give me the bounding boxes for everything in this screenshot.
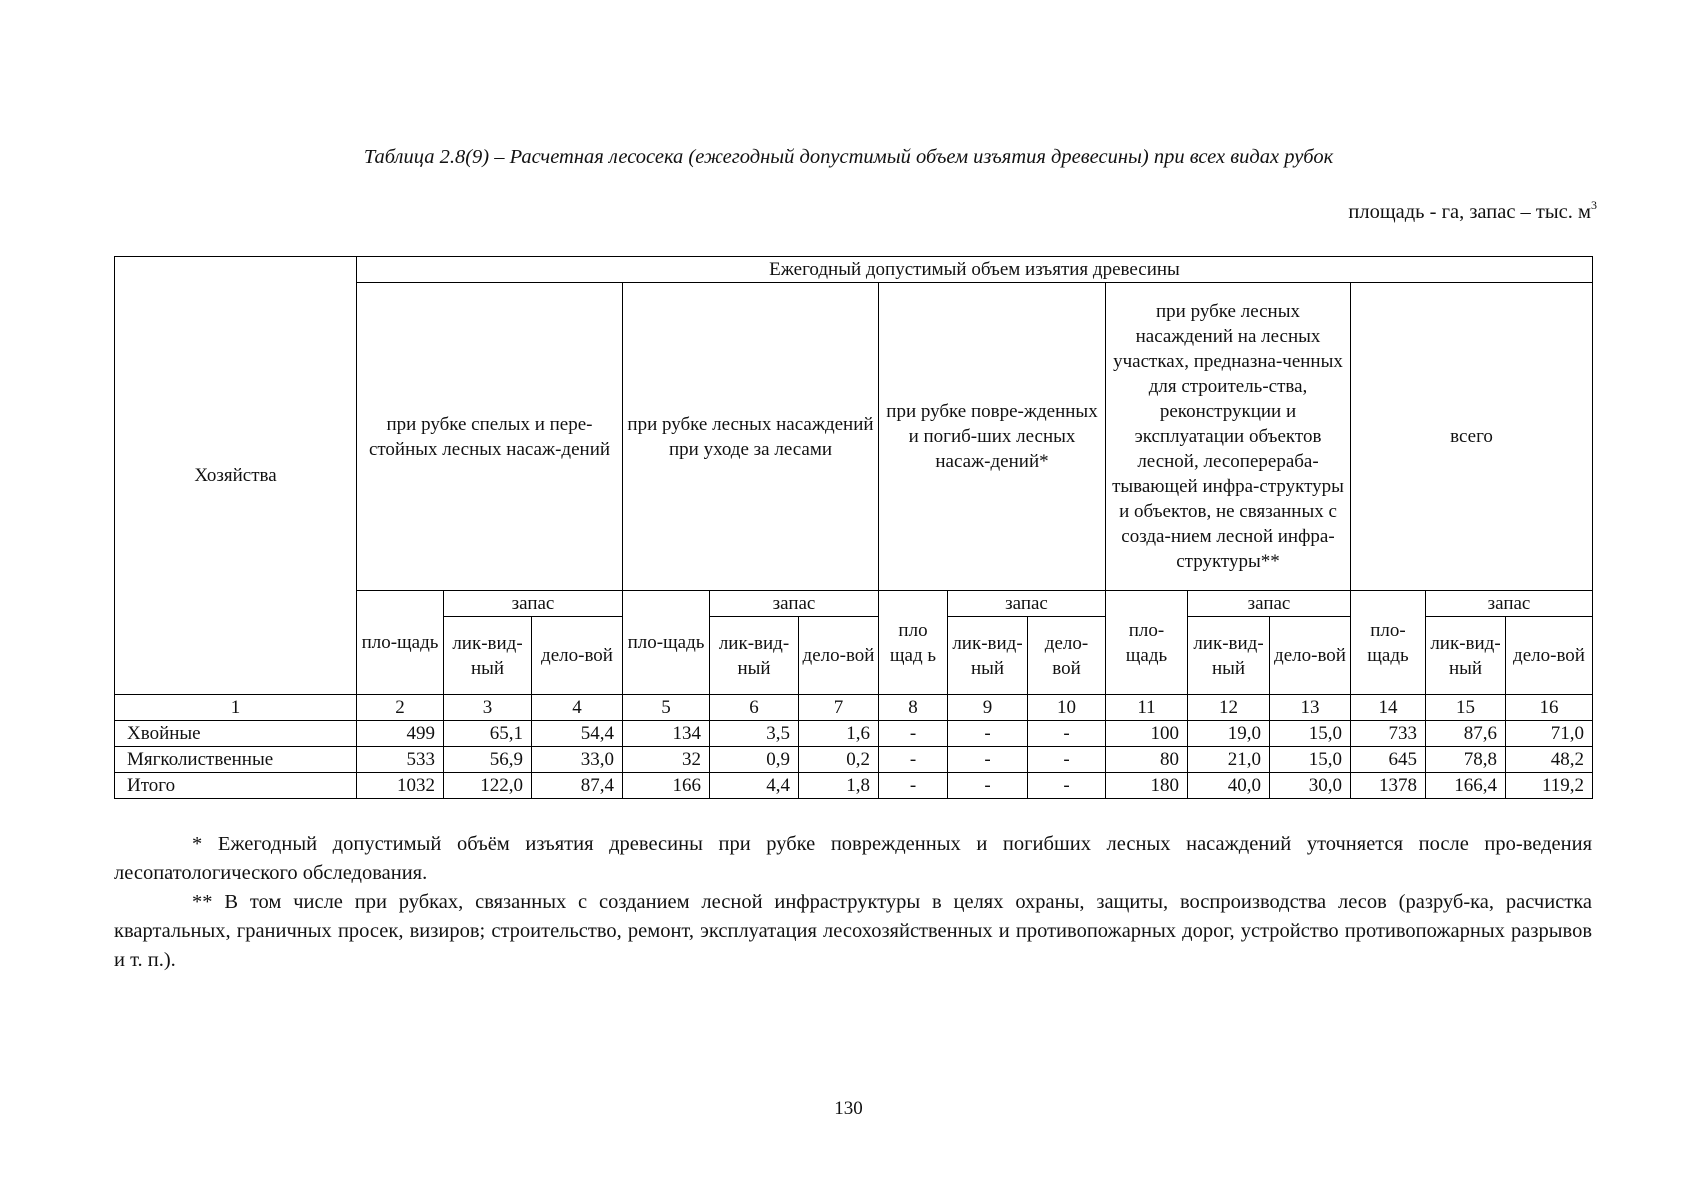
table-cell: 87,4 — [532, 773, 623, 799]
row-name: Итого — [115, 773, 357, 799]
column-number: 14 — [1351, 695, 1426, 721]
column-number: 15 — [1426, 695, 1506, 721]
table-cell: 48,2 — [1506, 747, 1593, 773]
table-cell: 166,4 — [1426, 773, 1506, 799]
table-cell: 3,5 — [710, 721, 799, 747]
table-cell: 166 — [623, 773, 710, 799]
felling-table — [114, 256, 1593, 799]
footnote-damaged: * Ежегодный допустимый объём изъятия древесины при рубке поврежденных и погибших лесных насаждений уточняется после про-ведения лесопатологического обследования. — [114, 833, 1592, 884]
area-header: пло-щадь — [623, 591, 710, 695]
table-cell: 180 — [1106, 773, 1188, 799]
table-cell: - — [879, 773, 948, 799]
table-cell: 122,0 — [444, 773, 532, 799]
table-cell: 645 — [1351, 747, 1426, 773]
table-cell: 32 — [623, 747, 710, 773]
table-cell: 1378 — [1351, 773, 1426, 799]
table-cell: 499 — [357, 721, 444, 747]
business-header: дело-вой — [1506, 617, 1593, 695]
table-cell: - — [948, 747, 1028, 773]
category-damaged: при рубке повре-жденных и погиб-ших лесных насаж-дений* — [879, 283, 1106, 591]
table-cell: 4,4 — [710, 773, 799, 799]
page-number: 130 — [834, 1098, 863, 1119]
units-superscript: 3 — [1591, 198, 1597, 212]
column-number-row — [115, 695, 1593, 721]
table-cell: 533 — [357, 747, 444, 773]
stock-header: запас — [1188, 591, 1351, 617]
column-number: 6 — [710, 695, 799, 721]
table-cell: - — [948, 721, 1028, 747]
footnote-infrastructure: ** В том числе при рубках, связанных с созданием лесной инфраструктуры в целях охраны, защиты, воспроизводства лесов (разруб-ка, расчистка квартальных, граничных просек, визиров; строительство, ремонт, эксплуатация лесохозяйственных и противопожарных дорог, устройство противопожарных разрывов и т. п.). — [114, 891, 1592, 971]
table-cell: 1,8 — [799, 773, 879, 799]
stock-header: запас — [1426, 591, 1593, 617]
table-cell: 19,0 — [1188, 721, 1270, 747]
column-number: 11 — [1106, 695, 1188, 721]
table-cell: 33,0 — [532, 747, 623, 773]
column-number: 10 — [1028, 695, 1106, 721]
table-cell: 30,0 — [1270, 773, 1351, 799]
table-caption: Таблица 2.8(9) – Расчетная лесосека (ежегодный допустимый объем изъятия древесины) при всех видах рубок — [363, 146, 1334, 168]
table-row — [115, 721, 1593, 747]
business-header: дело-вой — [532, 617, 623, 695]
table-cell: 1,6 — [799, 721, 879, 747]
table-cell: - — [1028, 773, 1106, 799]
table-cell: - — [879, 747, 948, 773]
table-cell: 119,2 — [1506, 773, 1593, 799]
column-number: 12 — [1188, 695, 1270, 721]
liquid-header: лик-вид-ный — [1188, 617, 1270, 695]
units-text: площадь - га, запас – тыс. м — [1348, 201, 1591, 223]
table-cell: - — [948, 773, 1028, 799]
area-header: пло щад ь — [879, 591, 948, 695]
table-row — [115, 773, 1593, 799]
liquid-header: лик-вид-ный — [444, 617, 532, 695]
table-cell: 78,8 — [1426, 747, 1506, 773]
units-note — [1348, 198, 1597, 224]
stock-header: запас — [948, 591, 1106, 617]
group-header: Ежегодный допустимый объем изъятия древесины — [357, 257, 1593, 283]
column-number: 1 — [115, 695, 357, 721]
farm-header: Хозяйства — [115, 257, 357, 695]
liquid-header: лик-вид-ный — [1426, 617, 1506, 695]
column-number: 16 — [1506, 695, 1593, 721]
table-cell: 80 — [1106, 747, 1188, 773]
column-number: 2 — [357, 695, 444, 721]
table-cell: - — [1028, 721, 1106, 747]
column-number: 13 — [1270, 695, 1351, 721]
column-number: 7 — [799, 695, 879, 721]
category-infrastructure: при рубке лесных насаждений на лесных участках, предназна-ченных для строитель-ства, реконструкции и эксплуатации объектов лесной, лесоперераба-тывающей инфра-структуры и объектов, не связанных с созда-нием лесной инфра-структуры** — [1106, 283, 1351, 591]
column-number: 8 — [879, 695, 948, 721]
business-header: дело-вой — [799, 617, 879, 695]
table-cell: 54,4 — [532, 721, 623, 747]
category-mature: при рубке спелых и пере-стойных лесных насаж-дений — [357, 283, 623, 591]
table-row — [115, 747, 1593, 773]
liquid-header: лик-вид-ный — [948, 617, 1028, 695]
business-header: дело-вой — [1270, 617, 1351, 695]
category-thinning: при рубке лесных насаждений при уходе за лесами — [623, 283, 879, 591]
table-cell: 1032 — [357, 773, 444, 799]
column-number: 5 — [623, 695, 710, 721]
table-cell: 733 — [1351, 721, 1426, 747]
table-cell: 100 — [1106, 721, 1188, 747]
table-cell: 40,0 — [1188, 773, 1270, 799]
table-cell: 15,0 — [1270, 747, 1351, 773]
table-cell: 0,2 — [799, 747, 879, 773]
category-total: всего — [1351, 283, 1593, 591]
table-cell: 87,6 — [1426, 721, 1506, 747]
table-cell: 0,9 — [710, 747, 799, 773]
column-number: 9 — [948, 695, 1028, 721]
liquid-header: лик-вид-ный — [710, 617, 799, 695]
table-cell: 56,9 — [444, 747, 532, 773]
stock-header: запас — [444, 591, 623, 617]
business-header: дело-вой — [1028, 617, 1106, 695]
table-cell: 65,1 — [444, 721, 532, 747]
row-name: Хвойные — [115, 721, 357, 747]
footnotes — [114, 830, 1592, 975]
table-cell: 15,0 — [1270, 721, 1351, 747]
table-cell: - — [879, 721, 948, 747]
area-header: пло-щадь — [357, 591, 444, 695]
column-number: 3 — [444, 695, 532, 721]
column-number: 4 — [532, 695, 623, 721]
area-header: пло-щадь — [1106, 591, 1188, 695]
row-name: Мягколиственные — [115, 747, 357, 773]
area-header: пло-щадь — [1351, 591, 1426, 695]
table-cell: 71,0 — [1506, 721, 1593, 747]
table-cell: - — [1028, 747, 1106, 773]
table-cell: 134 — [623, 721, 710, 747]
stock-header: запас — [710, 591, 879, 617]
table-cell: 21,0 — [1188, 747, 1270, 773]
